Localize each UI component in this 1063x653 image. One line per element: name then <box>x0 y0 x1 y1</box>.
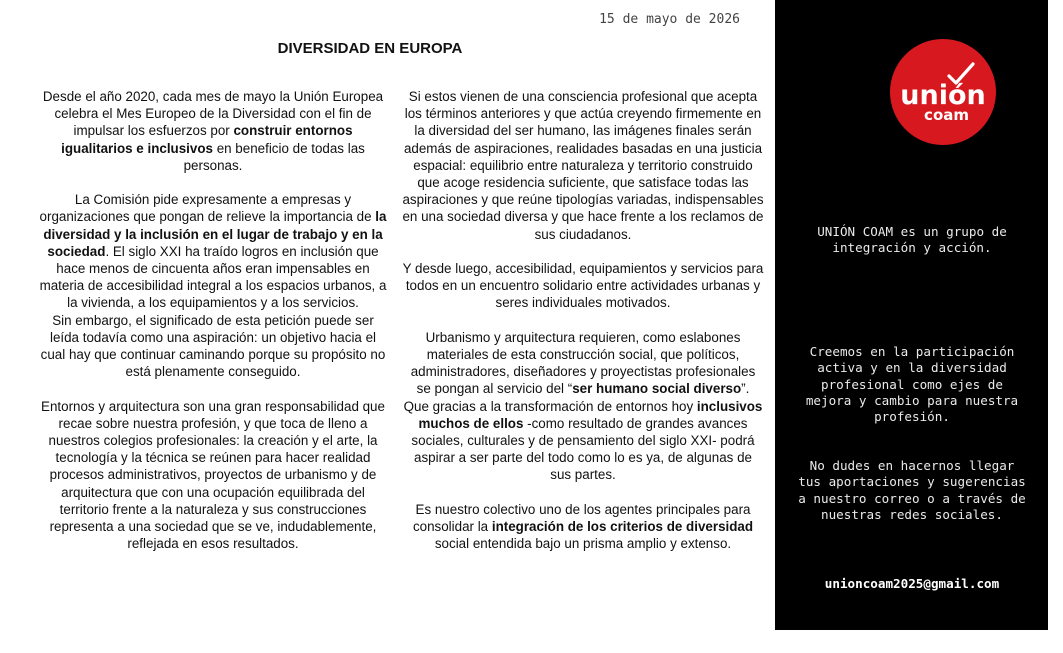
logo-word: unión <box>900 80 986 111</box>
logo-sub: coam <box>924 106 969 124</box>
article-title: DIVERSIDAD EN EUROPA <box>277 40 463 57</box>
text-run: social entendida bajo un prisma amplio y extenso. <box>434 536 732 552</box>
left-paragraph-1 <box>38 88 388 174</box>
left-paragraph-4: Entornos y arquitectura son una gran responsabilidad que recae sobre nuestra profesión, y que toca de lleno a nuestros colegios profesionales: la creación y el arte, la tecnología y la técnica se reúnen para hacer realidad procesos administrativos, proyectos de urbanismo y de arquitectura que con una ocupación equilibrada del territorio frente a la naturaleza y sus construcciones representa a una sociedad que se ve, indudablemente, reflejada en esos resultados. <box>41 398 385 552</box>
text-run: Desde el año 2020, cada mes de mayo la Unión Europea celebra el Mes Europeo de la Diversidad con el fin de impulsar los esfuerzos por <box>42 89 384 139</box>
left-paragraph-2 <box>38 191 388 311</box>
bold-phrase: construir entornos igualitarios e inclusivos <box>61 123 353 156</box>
text-run: en beneficio de todas las personas. <box>183 140 365 173</box>
right-column <box>402 88 764 552</box>
right-paragraph-3 <box>402 329 764 398</box>
text-run: . El siglo XXI ha traído logros en inclusión que hace menos de cincuenta años eran impensables en materia de accesibilidad integral a los espacios urbanos, a la vivienda, a los equipamientos y a los servicios. <box>39 243 387 311</box>
text-run: -como resultado de grandes avances sociales, culturales y de pensamiento del siglo XXI- podrá aspirar a ser parte del todo como lo es ya, de algunas de sus partes. <box>411 415 755 483</box>
right-paragraph-4 <box>402 398 764 484</box>
sidebar-intro: UNIÓN COAM es un grupo de integración y acción. <box>817 224 1007 256</box>
right-paragraph-1: Si estos vienen de una consciencia profesional que acepta los términos anteriores y que actúa creyendo firmemente en la diversidad del ser humano, las imágenes finales serán además de aspiraciones, realidades basadas en una justicia espacial: equilibrio entre naturaleza y territorio construido que acoge residencia suficiente, que satisface todas las aspiraciones y que reúne tipologías variadas, indispensables en una sociedad diversa y que hace frente a los reclamos de sus ciudadanos. <box>402 89 764 242</box>
left-column <box>38 88 388 552</box>
left-paragraph-3: Sin embargo, el significado de esta petición puede ser leída todavía como una aspiración: un objetivo hacia el cual hay que continuar caminando porque su propósito no está plenamente conseguido. <box>40 312 386 380</box>
contact-email[interactable]: unioncoam2025@gmail.com <box>824 576 1000 591</box>
text-run: Urbanismo y arquitectura requieren, como eslabones materiales de esta construcción social, que políticos, administradores, diseñadores y proyectistas profesionales se pongan al servicio del “ <box>410 329 756 397</box>
bold-phrase: ser humano social diverso <box>572 381 742 397</box>
document-date: 15 de mayo de 2026 <box>599 12 740 27</box>
right-paragraph-5 <box>402 501 764 553</box>
text-run: Que gracias a la transformación de entornos hoy <box>403 398 697 414</box>
text-run: La Comisión pide expresamente a empresas y organizaciones que pongan de relieve la importancia de <box>39 192 376 225</box>
bold-phrase: la diversidad y la inclusión en el lugar de trabajo y en la sociedad <box>43 209 387 259</box>
sidebar-panel <box>775 0 1048 630</box>
union-coam-logo <box>889 38 997 146</box>
text-run: ”. <box>741 381 750 397</box>
sidebar-belief: Creemos en la participación activa y en la diversidad profesional como ejes de mejora y cambio para nuestra profesión. <box>805 344 1019 425</box>
bold-phrase: integración de los criterios de diversidad <box>491 519 754 535</box>
text-run: Es nuestro colectivo uno de los agentes principales para consolidar la <box>412 501 751 535</box>
sidebar-invitation: No dudes en hacernos llegar tus aportaciones y sugerencias a nuestro correo o a través de nuestras redes sociales. <box>798 458 1026 522</box>
right-paragraph-2: Y desde luego, accesibilidad, equipamientos y servicios para todos en un encuentro solidario entre actividades urbanas y seres individuales motivados. <box>402 261 764 311</box>
bold-phrase: inclusivos muchos de ellos <box>418 398 763 431</box>
